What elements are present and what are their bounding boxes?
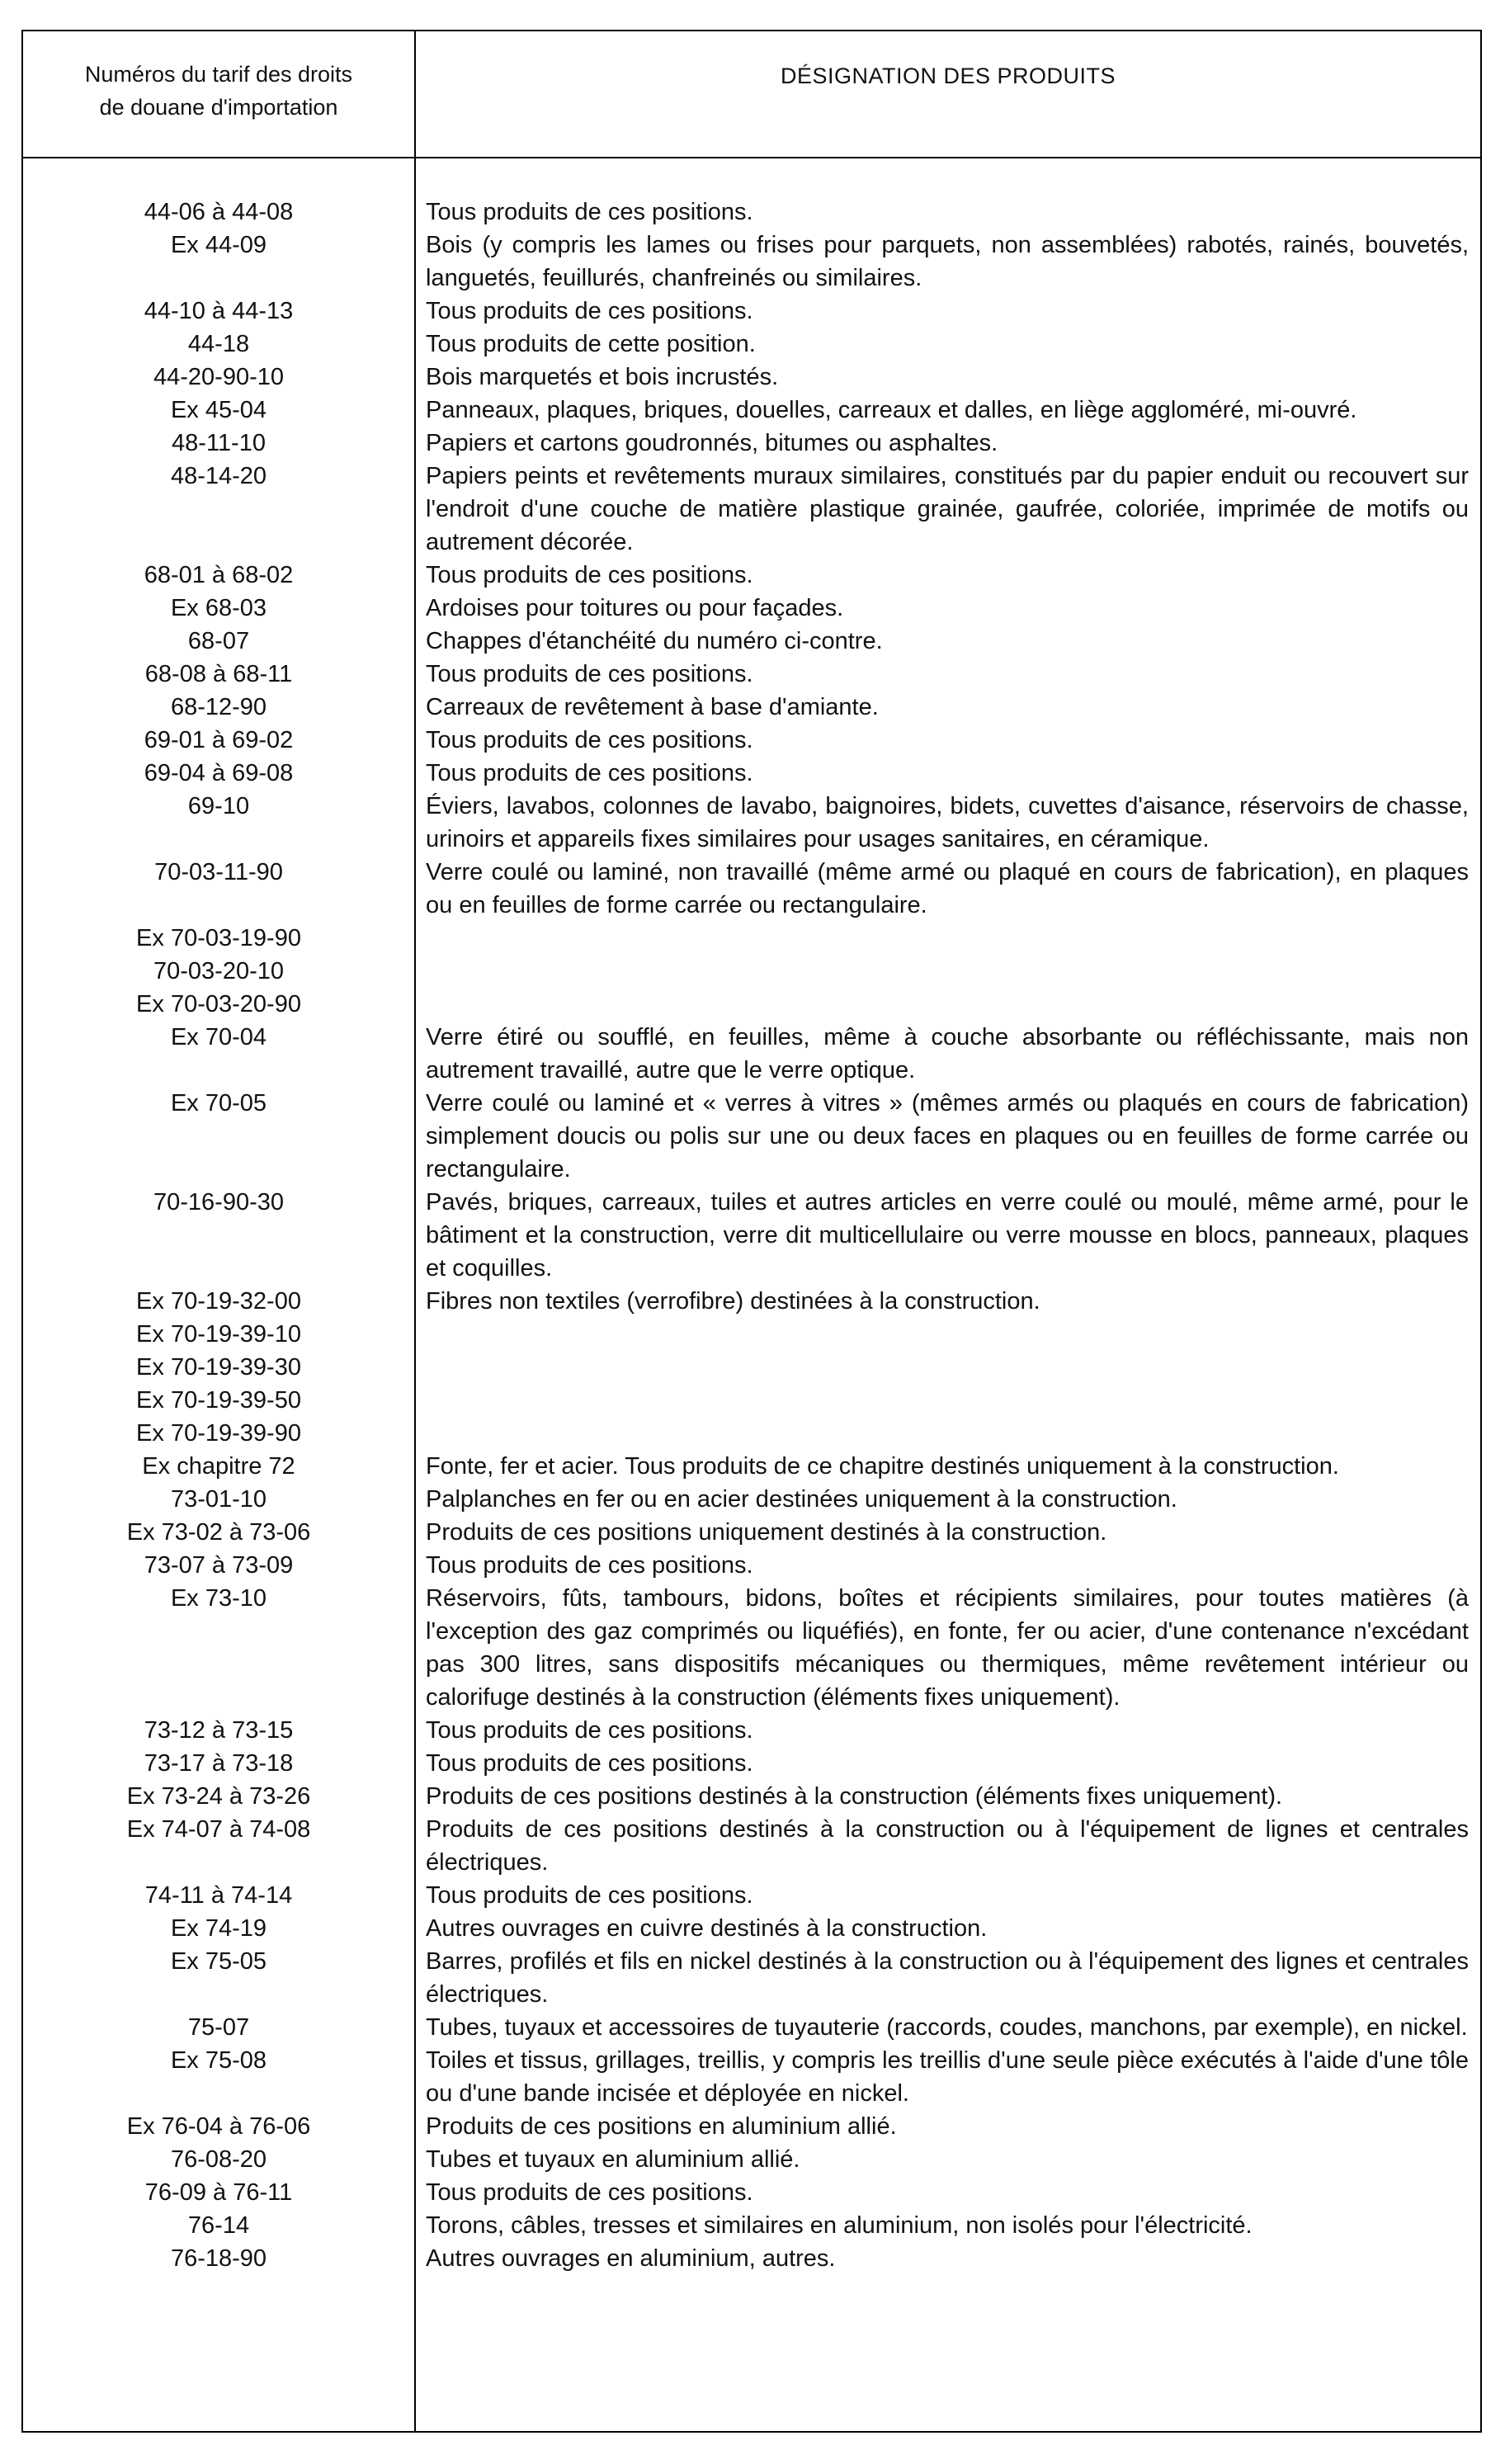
table-row [23,229,1480,295]
tariff-code: Ex 73-24 à 73-26 [126,1783,311,1810]
product-description: Éviers, lavabos, colonnes de lavabo, baignoires, bidets, cuvettes d'aisance, réservoirs de chasse, urinoirs et appareils fixes similaires pour usages sanitaires, en céramique. [426,793,1469,852]
table-row [23,1384,1480,1417]
product-description: Tous produits de ces positions. [426,661,753,687]
tariff-code: Ex chapitre 72 [142,1453,295,1480]
table-row [23,1087,1480,1186]
tariff-code: 68-12-90 [170,694,267,720]
tariff-code: 69-04 à 69-08 [144,760,294,786]
product-description: Verre coulé ou laminé et « verres à vitres » (mêmes armés ou plaqués en cours de fabrication) simplement doucis ou polis sur une ou deux faces en plaques ou en feuilles de forme carrée ou rectangulaire. [426,1090,1469,1182]
product-description: Ardoises pour toitures ou pour façades. [426,595,844,621]
tariff-code: Ex 68-03 [170,595,267,621]
table-row [23,856,1480,922]
table-row [23,1450,1480,1483]
product-description: Tous produits de ces positions. [426,1750,753,1777]
product-description: Tous produits de ces positions. [426,760,753,786]
product-description: Carreaux de revêtement à base d'amiante. [426,694,879,720]
table-row [23,2176,1480,2209]
tariff-code: Ex 70-03-19-90 [136,925,301,951]
product-description: Tous produits de ces positions. [426,2179,753,2206]
table-row [23,757,1480,790]
product-description [426,988,1469,1021]
product-description [426,1318,1469,1351]
product-description: Produits de ces positions en aluminium allié. [426,2113,897,2140]
product-description: Produits de ces positions destinés à la construction ou à l'équipement de lignes et centrales électriques. [426,1816,1469,1876]
table-row [23,1945,1480,2011]
table-row [23,2044,1480,2110]
table-row [23,394,1480,427]
table-row [23,196,1480,229]
tariff-code: 68-01 à 68-02 [144,562,294,588]
tariff-code: 70-03-20-10 [153,958,284,984]
table-row [23,1747,1480,1780]
table-row [23,2011,1480,2044]
product-description: Autres ouvrages en cuivre destinés à la construction. [426,1915,988,1942]
table-row [23,295,1480,328]
table-row [23,1813,1480,1879]
table-row [23,1318,1480,1351]
product-description: Tous produits de ces positions. [426,199,753,225]
table-row [23,1021,1480,1087]
tariff-code: 76-09 à 76-11 [144,2179,293,2206]
table-row [23,1549,1480,1582]
tariff-code: Ex 73-10 [170,1585,267,1612]
tariff-code: Ex 74-19 [170,1915,267,1942]
tariff-code: 75-07 [187,2014,250,2041]
tariff-code: 48-14-20 [170,463,267,489]
product-description: Verre étiré ou soufflé, en feuilles, même à couche absorbante ou réfléchissante, mais non autrement travaillé, autre que le verre optique. [426,1024,1469,1083]
tariff-table [21,30,1482,2433]
table-body [23,196,1480,2275]
product-description: Réservoirs, fûts, tambours, bidons, boîtes et récipients similaires, pour toutes matières (à l'exception des gaz comprimés ou liquéfiés), en fonte, fer ou acier, d'une contenance n'excédant pas 300 litres, sans dispositifs mécaniques ou thermiques, même revêtement intérieur ou calorifuge destinés à la construction (éléments fixes uniquement). [426,1585,1469,1711]
tariff-code: Ex 45-04 [170,397,267,423]
product-description: Tous produits de ces positions. [426,1882,753,1909]
table-row [23,625,1480,658]
tariff-code: Ex 70-04 [170,1024,267,1050]
product-description: Papiers peints et revêtements muraux similaires, constitués par du papier enduit ou recouvert sur l'endroit d'une couche de matière plastique grainée, gaufrée, coloriée, imprimée de motifs ou autrement décorée. [426,463,1469,555]
tariff-code: Ex 70-19-32-00 [136,1288,301,1315]
table-row [23,2242,1480,2275]
product-description [426,955,1469,988]
table-row [23,1912,1480,1945]
table-row [23,790,1480,856]
product-description: Autres ouvrages en aluminium, autres. [426,2245,836,2272]
product-description: Fibres non textiles (verrofibre) destinées à la construction. [426,1288,1040,1315]
product-description: Panneaux, plaques, briques, douelles, carreaux et dalles, en liège aggloméré, mi-ouvré. [426,397,1357,423]
table-row [23,361,1480,394]
header-divider [23,157,1480,158]
table-row [23,559,1480,592]
table-row [23,1879,1480,1912]
product-description: Verre coulé ou laminé, non travaillé (même armé ou plaqué en cours de fabrication), en plaques ou en feuilles de forme carrée ou rectangulaire. [426,859,1469,918]
tariff-code: 44-10 à 44-13 [144,298,294,324]
product-description: Chappes d'étanchéité du numéro ci-contre. [426,628,883,654]
tariff-code: 73-17 à 73-18 [144,1750,294,1777]
table-row [23,988,1480,1021]
table-row [23,1714,1480,1747]
tariff-code: Ex 70-05 [170,1090,267,1116]
table-row [23,2209,1480,2242]
table-row [23,2110,1480,2143]
header-tariff-line-1: Numéros du tarif des droits [84,62,353,87]
table-row [23,1186,1480,1285]
product-description: Tous produits de ces positions. [426,562,753,588]
product-description: Tubes, tuyaux et accessoires de tuyauterie (raccords, coudes, manchons, par exemple), en nickel. [426,2014,1468,2041]
table-row [23,1417,1480,1450]
product-description: Torons, câbles, tresses et similaires en aluminium, non isolés pour l'électricité. [426,2212,1253,2239]
tariff-code: 76-18-90 [170,2245,267,2272]
tariff-code: 69-01 à 69-02 [144,727,294,753]
table-row [23,1582,1480,1714]
product-description: Produits de ces positions destinés à la construction (éléments fixes uniquement). [426,1783,1283,1810]
product-description: Produits de ces positions uniquement destinés à la construction. [426,1519,1107,1546]
product-description: Toiles et tissus, grillages, treillis, y compris les treillis d'une seule pièce exécutés à l'aide d'une tôle ou d'une bande incisée et déployée en nickel. [426,2047,1469,2107]
product-description: Tubes et tuyaux en aluminium allié. [426,2146,800,2173]
tariff-code: 73-01-10 [170,1486,267,1513]
table-row [23,955,1480,988]
product-description: Tous produits de ces positions. [426,1552,753,1579]
product-description [426,1384,1469,1417]
tariff-code: 76-08-20 [170,2146,267,2173]
tariff-code: 68-08 à 68-11 [144,661,293,687]
tariff-code: 48-11-10 [172,430,266,456]
tariff-code: 70-16-90-30 [153,1189,284,1215]
table-row [23,658,1480,691]
product-description: Bois (y compris les lames ou frises pour parquets, non assemblées) rabotés, rainés, bouvetés, languetés, feuillurés, chanfreinés ou similaires. [426,232,1469,291]
table-row [23,1351,1480,1384]
tariff-code: Ex 75-05 [170,1948,267,1975]
tariff-code: Ex 44-09 [170,232,267,258]
tariff-code: 69-10 [187,793,250,819]
table-row [23,1516,1480,1549]
tariff-code: 70-03-11-90 [154,859,283,885]
tariff-code: Ex 70-19-39-50 [136,1387,301,1414]
tariff-code: Ex 70-03-20-90 [136,991,301,1017]
product-description [426,1351,1469,1384]
tariff-code: 73-12 à 73-15 [144,1717,294,1744]
table-row [23,460,1480,559]
product-description: Papiers et cartons goudronnés, bitumes ou asphaltes. [426,430,998,456]
tariff-code: Ex 74-07 à 74-08 [126,1816,311,1843]
table-row [23,1285,1480,1318]
tariff-code: 44-20-90-10 [153,364,284,390]
product-description [426,1417,1469,1450]
tariff-code: 74-11 à 74-14 [144,1882,293,1909]
table-row [23,427,1480,460]
product-description: Fonte, fer et acier. Tous produits de ce chapitre destinés uniquement à la construction. [426,1453,1339,1480]
table-row [23,592,1480,625]
table-row [23,1780,1480,1813]
table-row [23,691,1480,724]
header-tariff-numbers [23,58,414,124]
product-description [426,922,1469,955]
header-tariff-line-2: de douane d'importation [99,95,338,120]
product-description: Palplanches en fer ou en acier destinées uniquement à la construction. [426,1486,1177,1513]
tariff-code: 68-07 [187,628,250,654]
tariff-code: 73-07 à 73-09 [144,1552,294,1579]
product-description: Pavés, briques, carreaux, tuiles et autres articles en verre coulé ou moulé, même armé, pour le bâtiment et la construction, verre dit multicellulaire ou verre mousse en blocs, panneaux, plaques et coquilles. [426,1189,1469,1282]
tariff-code: Ex 70-19-39-90 [136,1420,301,1447]
table-row [23,2143,1480,2176]
table-row [23,328,1480,361]
tariff-code: 76-14 [187,2212,250,2239]
product-description: Tous produits de ces positions. [426,1717,753,1744]
tariff-code: Ex 73-02 à 73-06 [126,1519,311,1546]
product-description: Barres, profilés et fils en nickel destinés à la construction ou à l'équipement des lignes et centrales électriques. [426,1948,1469,2008]
header-product-designation: DÉSIGNATION DES PRODUITS [780,64,1116,88]
tariff-code: Ex 70-19-39-30 [136,1354,301,1381]
product-description: Tous produits de ces positions. [426,727,753,753]
tariff-code: 44-18 [187,331,250,357]
product-description: Tous produits de cette position. [426,331,756,357]
tariff-code: Ex 75-08 [170,2047,267,2074]
tariff-code: Ex 70-19-39-10 [136,1321,301,1348]
product-description: Bois marquetés et bois incrustés. [426,364,779,390]
product-description: Tous produits de ces positions. [426,298,753,324]
table-row [23,922,1480,955]
table-row [23,1483,1480,1516]
tariff-code: 44-06 à 44-08 [144,199,294,225]
tariff-code: Ex 76-04 à 76-06 [126,2113,311,2140]
table-row [23,724,1480,757]
